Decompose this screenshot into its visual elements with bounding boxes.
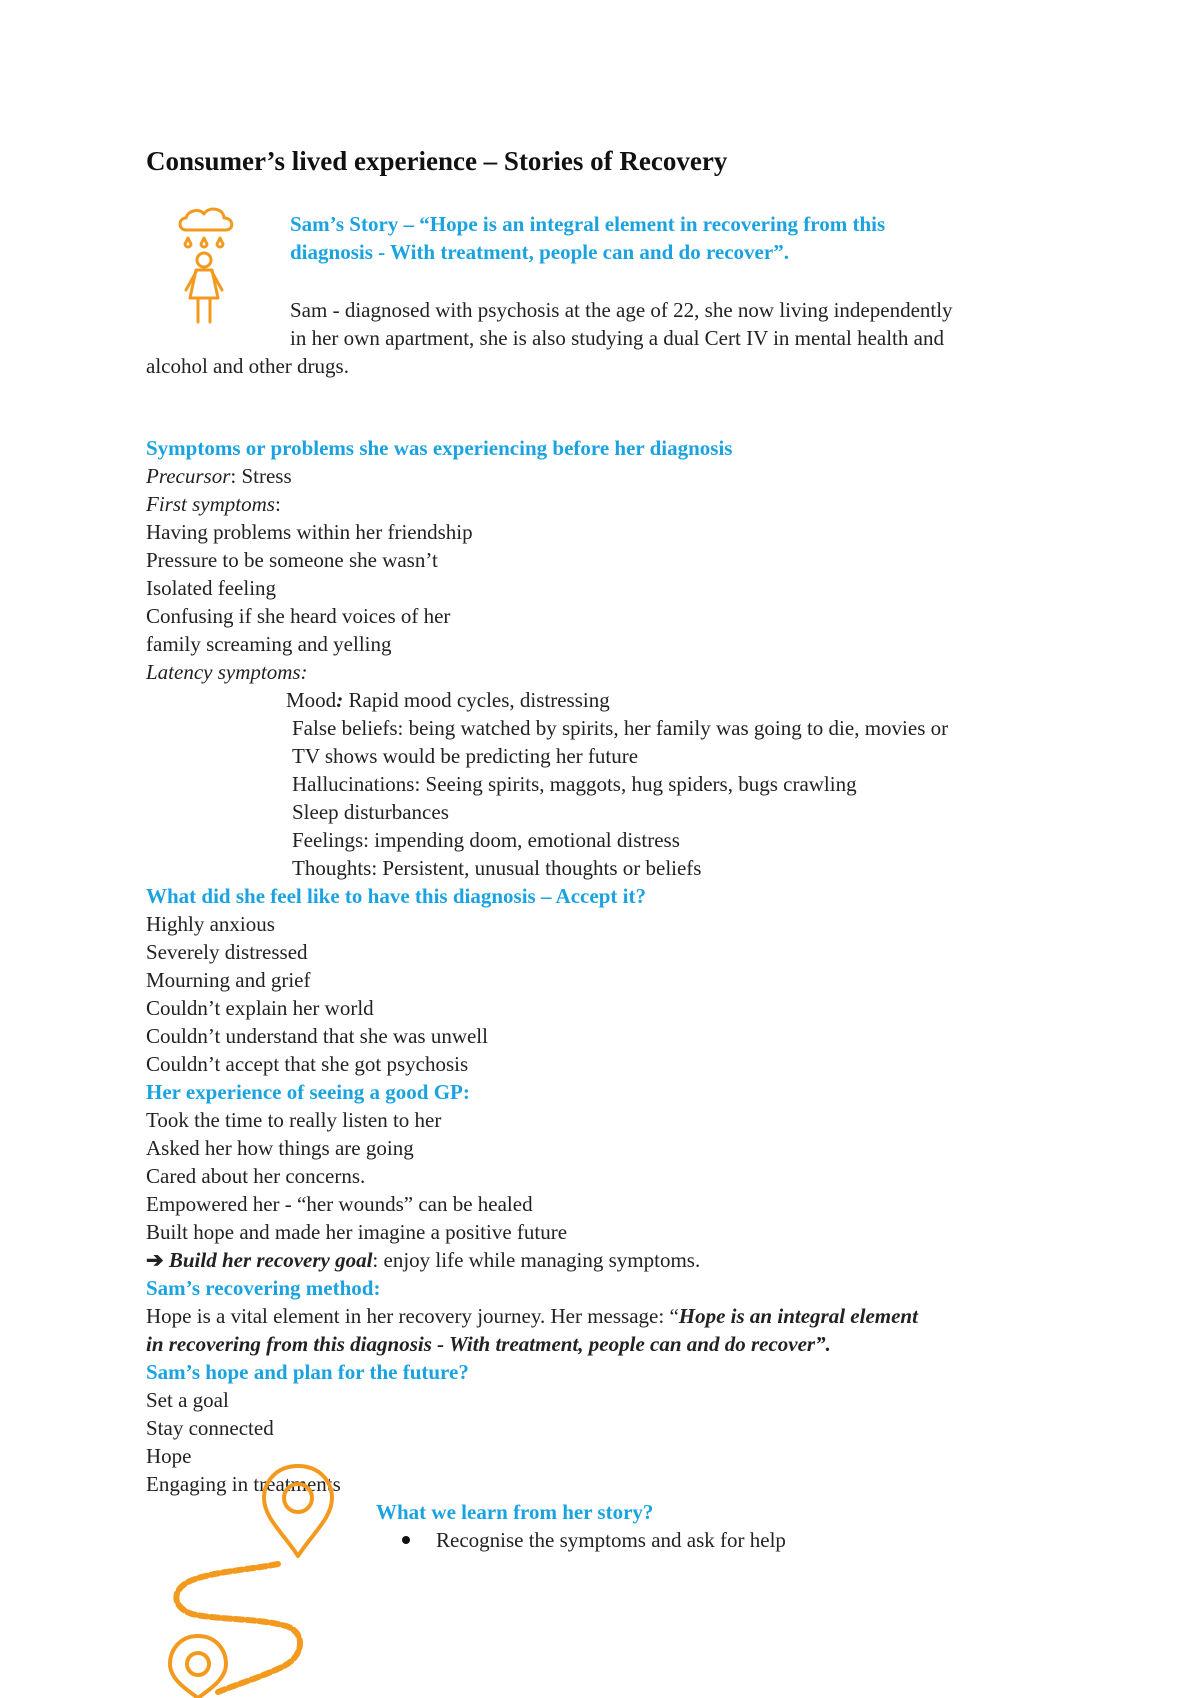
gp-item: Built hope and made her imagine a positive future <box>146 1220 568 1244</box>
recovery-goal-label: Build her recovery goal <box>168 1248 373 1272</box>
gp-item: Cared about her concerns. <box>146 1164 366 1188</box>
first-symptom-item: Confusing if she heard voices of her <box>146 604 451 628</box>
person-rain-icon <box>176 206 240 330</box>
first-symptoms-colon: : <box>274 492 281 516</box>
future-item: Hope <box>146 1444 192 1468</box>
mood-line <box>286 686 610 714</box>
latency-item: Hallucinations: Seeing spirits, maggots, hug spiders, bugs crawling <box>292 772 857 796</box>
bullet-icon <box>402 1536 410 1544</box>
intro-line-3: alcohol and other drugs. <box>146 354 349 378</box>
journey-path-icon <box>168 1460 344 1698</box>
feel-item: Highly anxious <box>146 912 275 936</box>
story-heading-line-2: diagnosis - With treatment, people can and do recover”. <box>290 240 789 264</box>
recovery-goal-value: : enjoy life while managing symptoms. <box>372 1248 701 1272</box>
recovery-goal-line <box>146 1246 700 1274</box>
future-heading: Sam’s hope and plan for the future? <box>146 1360 469 1384</box>
learn-heading: What we learn from her story? <box>376 1500 654 1524</box>
intro-line-2: in her own apartment, she is also studying a dual Cert IV in mental health and <box>290 326 944 350</box>
feel-item: Couldn’t understand that she was unwell <box>146 1024 488 1048</box>
gp-heading: Her experience of seeing a good GP: <box>146 1080 470 1104</box>
feel-item: Couldn’t explain her world <box>146 996 374 1020</box>
feel-item: Couldn’t accept that she got psychosis <box>146 1052 469 1076</box>
mood-colon: : <box>336 688 344 712</box>
future-item: Engaging in treatments <box>146 1472 341 1496</box>
method-line-2: in recovering from this diagnosis - With treatment, people can and do recover”. <box>146 1332 831 1356</box>
page-title: Consumer’s lived experience – Stories of Recovery <box>146 146 728 176</box>
latency-item: Thoughts: Persistent, unusual thoughts or beliefs <box>292 856 702 880</box>
method-heading: Sam’s recovering method: <box>146 1276 381 1300</box>
learn-bullet-text: Recognise the symptoms and ask for help <box>436 1528 786 1552</box>
precursor-label: Precursor <box>146 464 231 488</box>
gp-item: Asked her how things are going <box>146 1136 414 1160</box>
learn-bullet-item <box>402 1526 786 1554</box>
first-symptoms-line <box>146 490 281 518</box>
first-symptom-item: Having problems within her friendship <box>146 520 473 544</box>
mood-label: Mood <box>286 688 337 712</box>
first-symptoms-label: First symptoms <box>146 492 275 516</box>
latency-item: Feelings: impending doom, emotional distress <box>292 828 680 852</box>
latency-item: TV shows would be predicting her future <box>292 744 639 768</box>
feel-heading: What did she feel like to have this diagnosis – Accept it? <box>146 884 646 908</box>
method-line-1-plain: Hope is a vital element in her recovery journey. Her message: “ <box>146 1304 679 1328</box>
method-line-1-bold: Hope is an integral element <box>678 1304 918 1328</box>
latency-item: False beliefs: being watched by spirits, her family was going to die, movies or <box>292 716 949 740</box>
latency-item: Sleep disturbances <box>292 800 449 824</box>
method-line-1 <box>146 1302 918 1330</box>
first-symptom-item: family screaming and yelling <box>146 632 392 656</box>
gp-item: Empowered her - “her wounds” can be healed <box>146 1192 533 1216</box>
future-item: Stay connected <box>146 1416 274 1440</box>
precursor-line <box>146 462 292 490</box>
first-symptom-item: Pressure to be someone she wasn’t <box>146 548 438 572</box>
symptoms-heading: Symptoms or problems she was experiencing before her diagnosis <box>146 436 733 460</box>
story-heading-line-1: Sam’s Story – “Hope is an integral element in recovering from this <box>290 212 886 236</box>
feel-item: Mourning and grief <box>146 968 311 992</box>
first-symptom-item: Isolated feeling <box>146 576 277 600</box>
arrow-icon: ➔ <box>146 1248 164 1272</box>
future-item: Set a goal <box>146 1388 229 1412</box>
precursor-value: : Stress <box>230 464 292 488</box>
mood-value: Rapid mood cycles, distressing <box>343 688 610 712</box>
feel-item: Severely distressed <box>146 940 308 964</box>
latency-label: Latency symptoms: <box>146 660 308 684</box>
intro-line-1: Sam - diagnosed with psychosis at the age of 22, she now living independently <box>290 298 953 322</box>
gp-item: Took the time to really listen to her <box>146 1108 442 1132</box>
